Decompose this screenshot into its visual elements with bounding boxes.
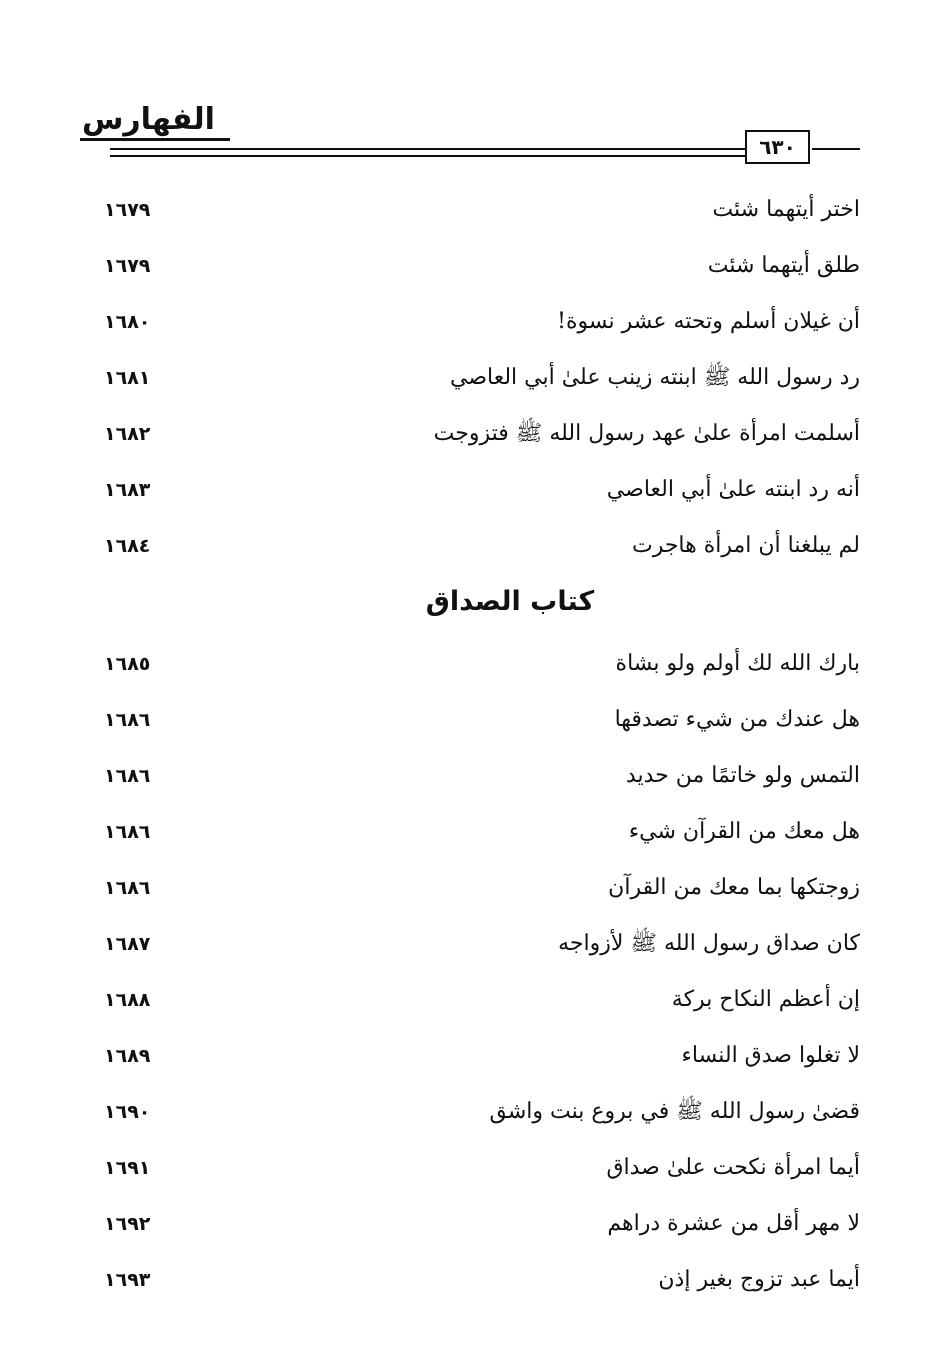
entry-text: كان صداق رسول الله ﷺ لأزواجه <box>558 931 860 956</box>
entry-text: أسلمت امرأة علىٰ عهد رسول الله ﷺ فتزوجت <box>433 421 860 446</box>
entry-text: أنه رد ابنته علىٰ أبي العاصي <box>606 477 860 502</box>
header-rule <box>110 155 745 157</box>
entry-text: أيما امرأة نكحت علىٰ صداق <box>606 1155 860 1180</box>
entry-text: اختر أيتهما شئت <box>712 197 860 222</box>
index-list <box>100 182 860 1308</box>
entry-page-number: ١٦٩١ <box>104 1157 151 1179</box>
index-entry <box>100 238 860 294</box>
index-entry <box>100 916 860 972</box>
entry-page-number: ١٦٨٩ <box>104 1045 151 1067</box>
section-heading <box>100 574 860 636</box>
entry-text: بارك الله لك أولم ولو بشاة <box>615 651 860 676</box>
entry-text: إن أعظم النكاح بركة <box>671 987 860 1012</box>
header-underline <box>80 138 230 141</box>
entry-page-number: ١٦٨٦ <box>104 709 151 731</box>
entry-page-number: ١٦٨٧ <box>104 933 151 955</box>
entry-text: التمس ولو خاتمًا من حديد <box>625 763 860 788</box>
entry-text: طلق أيتهما شئت <box>707 253 860 278</box>
page-number: ٦٣٠ <box>745 130 810 164</box>
header-rule <box>812 148 860 150</box>
index-entry <box>100 972 860 1028</box>
index-entry <box>100 294 860 350</box>
entry-text: لا مهر أقل من عشرة دراهم <box>607 1211 860 1236</box>
index-entry <box>100 350 860 406</box>
entry-page-number: ١٦٩٠ <box>104 1101 151 1123</box>
index-entry <box>100 1084 860 1140</box>
entry-page-number: ١٦٨٨ <box>104 989 151 1011</box>
entry-page-number: ١٦٩٣ <box>104 1269 151 1291</box>
index-entry <box>100 860 860 916</box>
entry-page-number: ١٦٨١ <box>104 367 151 389</box>
index-entry <box>100 1028 860 1084</box>
entry-text: لم يبلغنا أن امرأة هاجرت <box>631 533 860 558</box>
entry-text: هل معك من القرآن شيء <box>628 819 860 844</box>
entry-page-number: ١٦٨٥ <box>104 653 151 675</box>
index-entry <box>100 748 860 804</box>
entry-page-number: ١٦٧٩ <box>104 255 151 277</box>
entry-text: أيما عبد تزوج بغير إذن <box>658 1267 860 1292</box>
index-entry <box>100 636 860 692</box>
entry-text: قضىٰ رسول الله ﷺ في بروع بنت واشق <box>489 1099 860 1124</box>
section-heading-text: كتاب الصداق <box>425 586 595 617</box>
entry-page-number: ١٦٨٠ <box>104 311 151 333</box>
entry-text: أن غيلان أسلم وتحته عشر نسوة! <box>557 309 860 334</box>
index-entry <box>100 692 860 748</box>
header-rule <box>110 148 745 150</box>
index-entry <box>100 406 860 462</box>
entry-page-number: ١٦٧٩ <box>104 199 151 221</box>
entry-text: رد رسول الله ﷺ ابنته زينب علىٰ أبي العاصي <box>449 365 860 390</box>
entry-page-number: ١٦٨٦ <box>104 877 151 899</box>
entry-text: هل عندك من شيء تصدقها <box>614 707 860 732</box>
index-entry <box>100 1252 860 1308</box>
index-entry <box>100 1196 860 1252</box>
entry-page-number: ١٦٨٢ <box>104 423 151 445</box>
index-entry <box>100 182 860 238</box>
index-entry <box>100 462 860 518</box>
page-header <box>80 100 860 170</box>
index-entry <box>100 1140 860 1196</box>
running-header-title: الفهارس <box>82 102 215 137</box>
entry-page-number: ١٦٨٤ <box>104 535 151 557</box>
entry-text: لا تغلوا صدق النساء <box>681 1043 860 1068</box>
entry-page-number: ١٦٨٦ <box>104 765 151 787</box>
index-entry <box>100 804 860 860</box>
entry-text: زوجتكها بما معك من القرآن <box>608 875 860 900</box>
entry-page-number: ١٦٨٦ <box>104 821 151 843</box>
entry-page-number: ١٦٩٢ <box>104 1213 151 1235</box>
entry-page-number: ١٦٨٣ <box>104 479 151 501</box>
index-entry <box>100 518 860 574</box>
